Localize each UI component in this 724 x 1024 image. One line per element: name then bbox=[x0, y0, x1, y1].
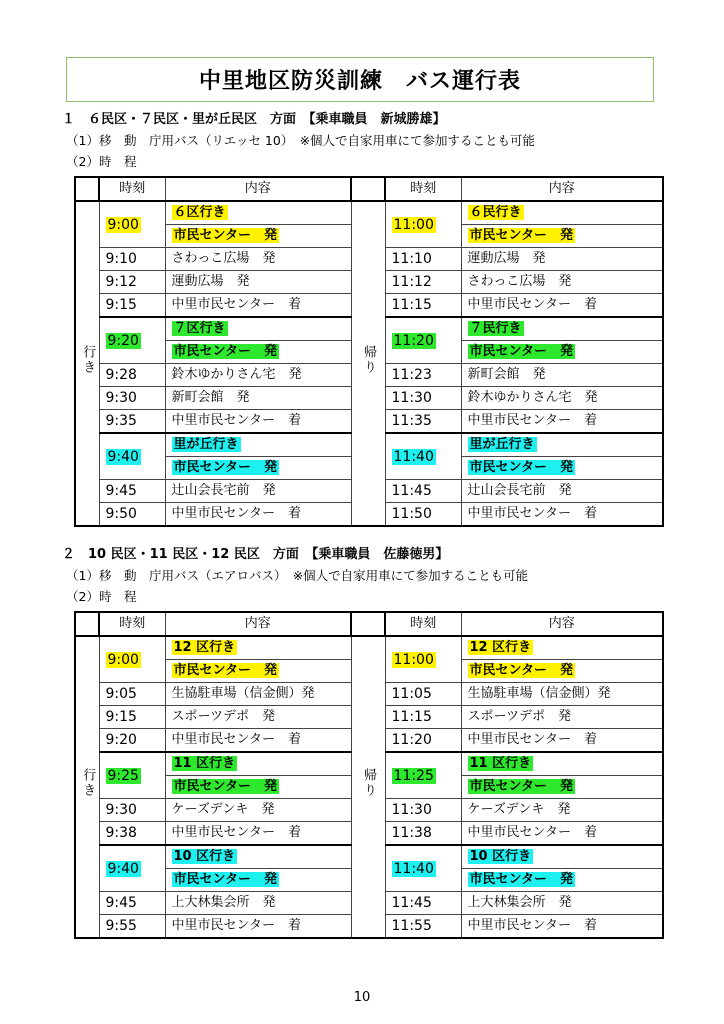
stop-time: 9:10 bbox=[99, 248, 165, 271]
return-label-text: 帰り bbox=[361, 344, 376, 375]
table-row bbox=[75, 636, 663, 660]
stop-time: 9:28 bbox=[99, 364, 165, 387]
stop-name: ケーズデンキ 発 bbox=[165, 799, 351, 822]
stop-name: さわっこ広場 発 bbox=[461, 271, 663, 294]
stop-time: 9:35 bbox=[99, 410, 165, 434]
departure-line-text: 市民センター 発 bbox=[469, 344, 573, 359]
departure-line bbox=[165, 433, 351, 457]
stop-name: 中里市民センター 着 bbox=[165, 294, 351, 318]
content-header: 内容 bbox=[165, 612, 351, 636]
departure-line-text: 市民センター 発 bbox=[173, 228, 277, 243]
stop-name: 辻山会長宅前 発 bbox=[461, 480, 663, 503]
stop-time: 11:10 bbox=[385, 248, 461, 271]
stop-time: 9:38 bbox=[99, 822, 165, 846]
stop-time: 11:20 bbox=[385, 729, 461, 753]
departure-time-text: 11:00 bbox=[393, 651, 434, 668]
departure-line-text: 市民センター 発 bbox=[173, 663, 277, 678]
stop-time: 9:05 bbox=[99, 683, 165, 706]
departure-line bbox=[165, 660, 351, 683]
departure-time-text: 9:40 bbox=[107, 448, 139, 465]
outbound-label-text: 行き bbox=[80, 768, 96, 798]
departure-line bbox=[461, 317, 663, 341]
departure-line bbox=[461, 776, 663, 799]
stop-time: 11:50 bbox=[385, 503, 461, 527]
stop-name: 生協駐車場（信金側）発 bbox=[165, 683, 351, 706]
stop-time: 11:55 bbox=[385, 915, 461, 939]
departure-line bbox=[165, 225, 351, 248]
departure-time bbox=[385, 317, 461, 364]
stop-name: 中里市民センター 着 bbox=[165, 729, 351, 753]
stop-name: 中里市民センター 着 bbox=[165, 822, 351, 846]
departure-line-text: 市民センター 発 bbox=[469, 663, 573, 678]
stop-time: 11:45 bbox=[385, 480, 461, 503]
stop-time: 9:55 bbox=[99, 915, 165, 939]
section-2 bbox=[62, 545, 662, 939]
departure-line-text: 11 区行き bbox=[173, 756, 236, 771]
dir-header-blank bbox=[75, 177, 99, 201]
time-header: 時刻 bbox=[385, 177, 461, 201]
departure-time-text: 11:25 bbox=[393, 767, 434, 784]
header-row bbox=[75, 612, 663, 636]
stop-time: 9:45 bbox=[99, 480, 165, 503]
departure-line-text: ６民行き bbox=[469, 205, 522, 220]
departure-time bbox=[385, 636, 461, 683]
stop-time: 9:15 bbox=[99, 706, 165, 729]
departure-line-text: ６区行き bbox=[173, 205, 226, 220]
departure-line-text: 市民センター 発 bbox=[173, 779, 277, 794]
return-label bbox=[351, 201, 385, 526]
departure-time-text: 11:40 bbox=[393, 448, 434, 465]
departure-line-text: ７区行き bbox=[173, 321, 226, 336]
stop-time: 9:12 bbox=[99, 271, 165, 294]
content-header: 内容 bbox=[165, 177, 351, 201]
departure-time-text: 9:00 bbox=[107, 651, 139, 668]
departure-line-text: 11 区行き bbox=[469, 756, 532, 771]
departure-line bbox=[165, 341, 351, 364]
departure-time bbox=[99, 433, 165, 480]
stop-time: 11:15 bbox=[385, 294, 461, 318]
stop-name: 中里市民センター 着 bbox=[165, 503, 351, 527]
departure-line-text: 市民センター 発 bbox=[469, 228, 573, 243]
departure-line bbox=[461, 457, 663, 480]
stop-time: 9:30 bbox=[99, 799, 165, 822]
stop-time: 11:15 bbox=[385, 706, 461, 729]
stop-time: 9:15 bbox=[99, 294, 165, 318]
stop-name: 生協駐車場（信金側）発 bbox=[461, 683, 663, 706]
stop-name: 上大林集会所 発 bbox=[461, 892, 663, 915]
departure-time bbox=[385, 433, 461, 480]
stop-name: さわっこ広場 発 bbox=[165, 248, 351, 271]
return-label bbox=[351, 636, 385, 938]
stop-time: 9:20 bbox=[99, 729, 165, 753]
content-header: 内容 bbox=[461, 177, 663, 201]
stop-time: 9:50 bbox=[99, 503, 165, 527]
departure-time-text: 9:40 bbox=[107, 860, 139, 877]
section-schedule-label: （2）時 程 bbox=[66, 154, 137, 169]
stop-time: 11:45 bbox=[385, 892, 461, 915]
departure-line-text: 10 区行き bbox=[469, 849, 532, 864]
stop-name: 辻山会長宅前 発 bbox=[165, 480, 351, 503]
section-schedule-label: （2）時 程 bbox=[66, 589, 137, 604]
stop-time: 9:30 bbox=[99, 387, 165, 410]
stop-time: 11:23 bbox=[385, 364, 461, 387]
departure-time-text: 11:20 bbox=[393, 332, 434, 349]
departure-line-text: 市民センター 発 bbox=[173, 344, 277, 359]
stop-time: 11:35 bbox=[385, 410, 461, 434]
departure-line bbox=[461, 433, 663, 457]
departure-time-text: 11:40 bbox=[393, 860, 434, 877]
departure-line-text: ７民行き bbox=[469, 321, 522, 336]
departure-line-text: 市民センター 発 bbox=[173, 460, 277, 475]
departure-time bbox=[99, 752, 165, 799]
departure-line-text: 市民センター 発 bbox=[469, 460, 573, 475]
stop-name: 運動広場 発 bbox=[461, 248, 663, 271]
stop-name: 新町会館 発 bbox=[165, 387, 351, 410]
departure-line bbox=[165, 845, 351, 869]
time-header: 時刻 bbox=[99, 612, 165, 636]
outbound-label bbox=[75, 636, 99, 938]
table-row bbox=[75, 201, 663, 225]
stop-name: 中里市民センター 着 bbox=[461, 822, 663, 846]
departure-line bbox=[165, 869, 351, 892]
dir-header-blank bbox=[75, 612, 99, 636]
departure-line-text: 里が丘行き bbox=[173, 437, 239, 452]
stop-time: 11:38 bbox=[385, 822, 461, 846]
stop-time: 11:30 bbox=[385, 799, 461, 822]
return-label-text: 帰り bbox=[361, 768, 376, 798]
section-heading: ２ 10 民区・11 民区・12 民区 方面 【乗車職員 佐藤徳男】 bbox=[62, 547, 449, 562]
departure-time bbox=[385, 752, 461, 799]
time-header: 時刻 bbox=[385, 612, 461, 636]
stop-name: ケーズデンキ 発 bbox=[461, 799, 663, 822]
departure-line-text: 市民センター 発 bbox=[173, 872, 277, 887]
stop-name: 中里市民センター 着 bbox=[165, 410, 351, 434]
departure-line bbox=[461, 341, 663, 364]
departure-line bbox=[461, 201, 663, 225]
departure-line-text: 12 区行き bbox=[469, 640, 532, 655]
departure-time bbox=[99, 201, 165, 248]
departure-line bbox=[461, 636, 663, 660]
stop-time: 11:30 bbox=[385, 387, 461, 410]
section-heading: １ ６民区・７民区・里が丘民区 方面 【乗車職員 新城勝雄】 bbox=[62, 112, 446, 127]
time-header: 時刻 bbox=[99, 177, 165, 201]
departure-line-text: 市民センター 発 bbox=[469, 779, 573, 794]
departure-line bbox=[461, 660, 663, 683]
section-1 bbox=[62, 110, 662, 527]
departure-line bbox=[461, 225, 663, 248]
stop-name: 中里市民センター 着 bbox=[461, 729, 663, 753]
stop-name: 中里市民センター 着 bbox=[461, 503, 663, 527]
outbound-label-text: 行き bbox=[80, 344, 96, 375]
stop-name: 新町会館 発 bbox=[461, 364, 663, 387]
departure-line bbox=[461, 845, 663, 869]
departure-line bbox=[165, 776, 351, 799]
departure-line bbox=[165, 752, 351, 776]
stop-name: スポーツデポ 発 bbox=[461, 706, 663, 729]
title-box bbox=[66, 57, 654, 102]
departure-time bbox=[385, 201, 461, 248]
departure-time-text: 9:25 bbox=[107, 767, 139, 784]
departure-time bbox=[99, 317, 165, 364]
section-transport: （1）移 動 庁用バス（リエッセ 10） ※個人で自家用車にて参加することも可能 bbox=[66, 133, 536, 148]
dir-header-blank bbox=[351, 612, 385, 636]
departure-line-text: 12 区行き bbox=[173, 640, 236, 655]
stop-name: スポーツデポ 発 bbox=[165, 706, 351, 729]
departure-time bbox=[385, 845, 461, 892]
stop-name: 運動広場 発 bbox=[165, 271, 351, 294]
outbound-label bbox=[75, 201, 99, 526]
departure-line bbox=[461, 752, 663, 776]
departure-line-text: 市民センター 発 bbox=[469, 872, 573, 887]
departure-line-text: 10 区行き bbox=[173, 849, 236, 864]
stop-time: 9:45 bbox=[99, 892, 165, 915]
stop-name: 中里市民センター 着 bbox=[165, 915, 351, 939]
departure-line bbox=[165, 636, 351, 660]
departure-line bbox=[165, 201, 351, 225]
departure-line bbox=[165, 317, 351, 341]
page-number: 10 bbox=[353, 990, 371, 1005]
stop-name: 中里市民センター 着 bbox=[461, 410, 663, 434]
stop-time: 11:12 bbox=[385, 271, 461, 294]
stop-name: 鈴木ゆかりさん宅 発 bbox=[165, 364, 351, 387]
section-transport: （1）移 動 庁用バス（エアロバス） ※個人で自家用車にて参加することも可能 bbox=[66, 568, 529, 583]
departure-line bbox=[165, 457, 351, 480]
stop-name: 中里市民センター 着 bbox=[461, 294, 663, 318]
header-row bbox=[75, 177, 663, 201]
departure-line-text: 里が丘行き bbox=[469, 437, 535, 452]
stop-name: 中里市民センター 着 bbox=[461, 915, 663, 939]
departure-time-text: 11:00 bbox=[393, 216, 434, 233]
content-header: 内容 bbox=[461, 612, 663, 636]
departure-time-text: 9:00 bbox=[107, 216, 139, 233]
timetable bbox=[74, 611, 664, 939]
stop-time: 11:05 bbox=[385, 683, 461, 706]
departure-line bbox=[461, 869, 663, 892]
stop-name: 上大林集会所 発 bbox=[165, 892, 351, 915]
departure-time bbox=[99, 636, 165, 683]
stop-name: 鈴木ゆかりさん宅 発 bbox=[461, 387, 663, 410]
departure-time bbox=[99, 845, 165, 892]
dir-header-blank bbox=[351, 177, 385, 201]
page-title: 中里地区防災訓練 バス運行表 bbox=[198, 69, 521, 94]
departure-time-text: 9:20 bbox=[107, 332, 139, 349]
timetable bbox=[74, 176, 664, 527]
